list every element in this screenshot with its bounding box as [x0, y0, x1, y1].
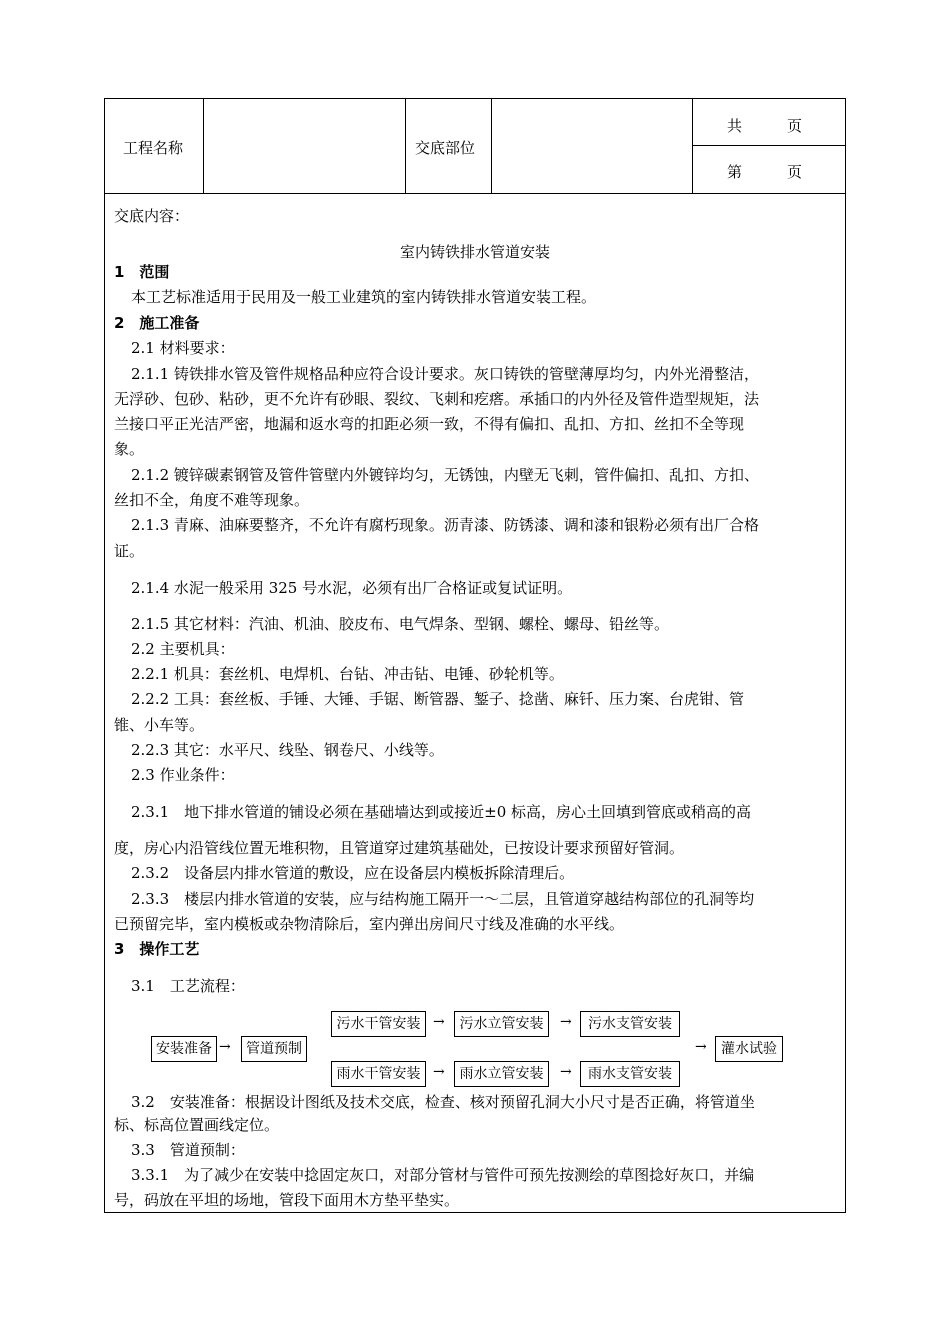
flow-step-rain-riser: 雨水立管安装 — [454, 1061, 549, 1087]
flow-step-rain-branch: 雨水支管安装 — [580, 1061, 680, 1087]
paragraph-line: 丝扣不全，角度不难等现象。 — [114, 491, 310, 509]
arrow-icon: → — [695, 1039, 707, 1055]
section-heading: 1 范围 — [114, 263, 170, 281]
total-pages: 共 页 — [727, 117, 803, 135]
flow-step-water-test: 灌水试验 — [715, 1036, 783, 1062]
paragraph-line: 3.1 工艺流程： — [131, 977, 245, 995]
arrow-icon: → — [433, 1014, 445, 1030]
paragraph-line: 标、标高位置画线定位。 — [114, 1116, 280, 1134]
paragraph-line: 2.3.1 地下排水管道的铺设必须在基础墙达到或接近±0 标高，房心土回填到管底或稍高的高 — [131, 803, 752, 821]
page-title: 室内铸铁排水管道安装 — [399, 243, 550, 261]
section-heading: 3 操作工艺 — [114, 940, 200, 958]
paragraph-line: 2.2.1 机具：套丝机、电焊机、台钻、冲击钻、电锤、砂轮机等。 — [131, 665, 564, 683]
paragraph-line: 象。 — [114, 440, 145, 458]
document-frame — [104, 98, 846, 1213]
paragraph-line: 度，房心内沿管线位置无堆积物，且管道穿过建筑基础处，已按设计要求预留好管洞。 — [114, 839, 685, 857]
paragraph-line: 2.3.2 设备层内排水管道的敷设，应在设备层内模板拆除清理后。 — [131, 864, 575, 882]
paragraph-line: 无浮砂、包砂、粘砂，更不允许有砂眼、裂纹、飞刺和疙瘩。承插口的内外径及管件造型规矩，法 — [114, 390, 760, 408]
header-table — [105, 99, 845, 194]
arrow-icon: → — [560, 1014, 572, 1030]
arrow-icon: → — [433, 1064, 445, 1080]
arrow-icon: → — [560, 1064, 572, 1080]
flow-step-sewage-branch: 污水支管安装 — [580, 1011, 680, 1037]
location-label: 交底部位 — [415, 139, 476, 157]
section-heading: 2 施工准备 — [114, 314, 200, 332]
paragraph-line: 已预留完毕，室内模板或杂物清除后，室内弹出房间尺寸线及准确的水平线。 — [114, 915, 625, 933]
paragraph-line: 2.3 作业条件： — [131, 766, 235, 784]
flow-step-sewage-riser: 污水立管安装 — [454, 1011, 549, 1037]
paragraph-line: 2.1.4 水泥一般采用 325 号水泥，必须有出厂合格证或复试证明。 — [131, 579, 573, 597]
paragraph-line: 2.3.3 楼层内排水管道的安装，应与结构施工隔开一～二层，且管道穿越结构部位的孔洞等均 — [131, 890, 755, 908]
arrow-icon: → — [219, 1039, 231, 1055]
paragraph-line: 2.1.3 青麻、油麻要整齐，不允许有腐朽现象。沥青漆、防锈漆、调和漆和银粉必须有出厂合格 — [131, 516, 759, 534]
paragraph-line: 3.3.1 为了减少在安装中捻固定灰口，对部分管材与管件可预先按测绘的草图捻好灰口，并编 — [131, 1166, 755, 1184]
project-name-label: 工程名称 — [123, 139, 184, 157]
paragraph-line: 2.1.2 镀锌碳素钢管及管件管壁内外镀锌均匀，无锈蚀，内壁无飞刺，管件偏扣、乱扣、方扣、 — [131, 466, 759, 484]
paragraph-line: 3.3 管道预制： — [131, 1141, 245, 1159]
flow-step-rain-main: 雨水干管安装 — [331, 1061, 426, 1087]
paragraph-line: 号，码放在平坦的场地，管段下面用木方垫平垫实。 — [114, 1191, 460, 1209]
paragraph-line: 2.2.2 工具：套丝板、手锤、大锤、手锯、断管器、錾子、捻凿、麻钎、压力案、台虎钳、管 — [131, 690, 744, 708]
paragraph-line: 2.2 主要机具： — [131, 640, 235, 658]
intro-label: 交底内容： — [114, 207, 190, 225]
page-number: 第 页 — [727, 163, 803, 181]
flow-step-prefab: 管道预制 — [241, 1036, 307, 1062]
paragraph-line: 3.2 安装准备：根据设计图纸及技术交底，检查、核对预留孔洞大小尺寸是否正确，将管道坐 — [131, 1093, 755, 1111]
flow-step-prep: 安装准备 — [151, 1036, 217, 1062]
paragraph-line: 2.2.3 其它：水平尺、线坠、钢卷尺、小线等。 — [131, 741, 444, 759]
paragraph-line: 锥、小车等。 — [114, 716, 205, 734]
paragraph-line: 本工艺标准适用于民用及一般工业建筑的室内铸铁排水管道安装工程。 — [131, 288, 597, 306]
flow-step-sewage-main: 污水干管安装 — [331, 1011, 426, 1037]
paragraph-line: 证。 — [114, 542, 145, 560]
paragraph-line: 兰接口平正光洁严密，地漏和返水弯的扣距必须一致，不得有偏扣、乱扣、方扣、丝扣不全等现 — [114, 415, 745, 433]
paragraph-line: 2.1.1 铸铁排水管及管件规格品种应符合设计要求。灰口铸铁的管壁薄厚均匀，内外光滑整洁， — [131, 365, 759, 383]
paragraph-line: 2.1.5 其它材料：汽油、机油、胶皮布、电气焊条、型钢、螺栓、螺母、铅丝等。 — [131, 615, 669, 633]
paragraph-line: 2.1 材料要求： — [131, 339, 235, 357]
